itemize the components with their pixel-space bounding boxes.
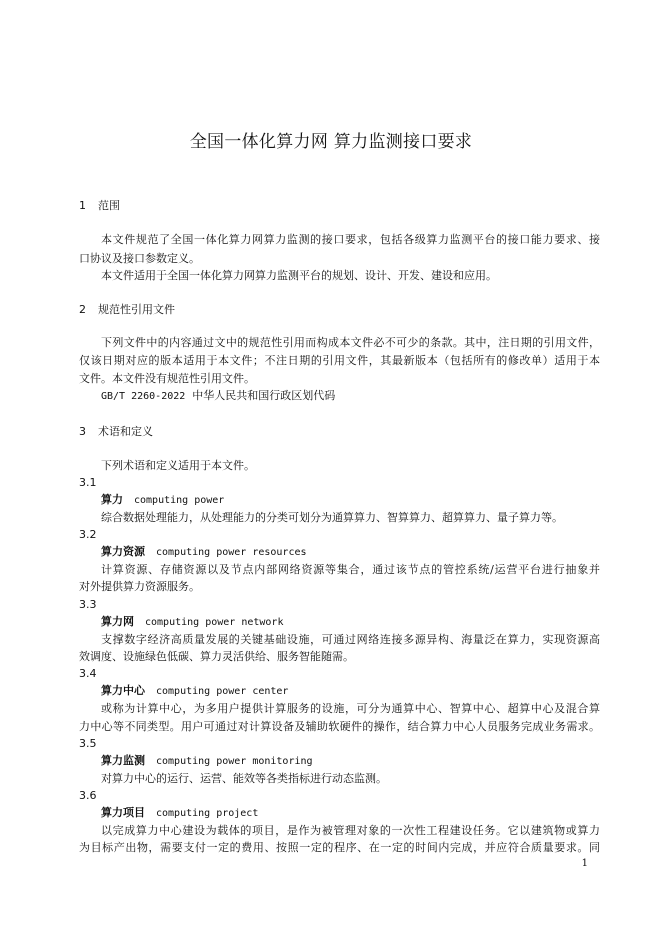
- section-1-paragraph-1-line-1: 本文件规范了全国一体化算力网算力监测的接口要求，包括各级算力监测平台的接口能力要求、接: [101, 233, 600, 246]
- term-heading: [101, 545, 307, 560]
- term-definition-line: 对算力中心的运行、运营、能效等各类指标进行动态监测。: [101, 772, 387, 785]
- term-chinese: 算力网: [101, 615, 134, 628]
- term-english: computing power monitoring: [156, 756, 313, 767]
- term-english: computing power resources: [156, 547, 307, 558]
- term-definition-line: 计算资源、存储资源以及节点内部网络资源等集合，通过该节点的管控系统/运营平台进行抽象并: [101, 563, 600, 576]
- term-definition-line: 效调度、设施绿色低碳、算力灵活供给、服务智能随需。: [79, 650, 354, 663]
- term-definition-line: 综合数据处理能力，从处理能力的分类可划分为通算算力、智算算力、超算算力、量子算力等。: [101, 511, 563, 524]
- section-2-heading: [79, 303, 175, 317]
- term-chinese: 算力: [101, 493, 123, 506]
- section-3-title: 术语和定义: [98, 425, 153, 438]
- term-english: computing power center: [156, 686, 289, 697]
- term-definition-line: 或称为计算中心，为多用户提供计算服务的设施，可分为通算中心、智算中心、超算中心及混合算: [101, 702, 600, 715]
- term-heading: [101, 684, 288, 699]
- page-number: 1: [581, 858, 588, 869]
- term-number: 3.2: [79, 528, 97, 541]
- reference-code: GB/T 2260-2022: [101, 391, 186, 402]
- section-1-paragraph-2: 本文件适用于全国一体化算力网算力监测平台的规划、设计、开发、建设和应用。: [101, 269, 497, 282]
- term-heading: [101, 806, 258, 821]
- term-number: 3.6: [79, 789, 97, 802]
- term-definition-line: 为目标产出物，需要支付一定的费用、按照一定的程序、在一定的时间内完成，并应符合质量要求。同: [79, 841, 600, 854]
- term-heading: [101, 493, 224, 508]
- term-definition-line: 以完成算力中心建设为载体的项目，是作为被管理对象的一次性工程建设任务。它以建筑物或算力: [101, 824, 600, 837]
- section-1-heading: [79, 199, 120, 213]
- term-definition-line: 支撑数字经济高质量发展的关键基础设施，可通过网络连接多源异构、海量泛在算力，实现资源高: [101, 633, 600, 646]
- section-3-intro: 下列术语和定义适用于本文件。: [101, 459, 255, 472]
- term-number: 3.1: [79, 476, 97, 489]
- term-english: computing power: [134, 495, 225, 506]
- term-number: 3.5: [79, 737, 97, 750]
- section-1-number: 1: [79, 199, 86, 212]
- section-3-number: 3: [79, 425, 86, 438]
- term-heading: [101, 754, 313, 769]
- section-1-paragraph-1-line-2: 口协议及接口参数定义。: [79, 252, 200, 265]
- section-2-number: 2: [79, 303, 86, 316]
- section-2-paragraph-line-1: 下列文件中的内容通过文中的规范性引用而构成本文件必不可少的条款。其中，注日期的引用文件，: [101, 336, 600, 349]
- term-chinese: 算力监测: [101, 754, 145, 767]
- normative-reference: [101, 389, 335, 404]
- section-2-paragraph-line-2: 仅该日期对应的版本适用于本文件；不注日期的引用文件，其最新版本（包括所有的修改单）适用于本: [79, 354, 600, 367]
- term-number: 3.4: [79, 667, 97, 680]
- section-3-heading: [79, 425, 153, 439]
- reference-title: 中华人民共和国行政区划代码: [192, 389, 336, 402]
- term-chinese: 算力资源: [101, 545, 145, 558]
- section-1-title: 范围: [98, 199, 120, 212]
- term-chinese: 算力中心: [101, 684, 145, 697]
- term-chinese: 算力项目: [101, 806, 145, 819]
- document-title: 全国一体化算力网 算力监测接口要求: [189, 132, 473, 152]
- section-2-paragraph-line-3: 文件。本文件没有规范性引用文件。: [79, 372, 255, 385]
- term-number: 3.3: [79, 598, 97, 611]
- section-2-title: 规范性引用文件: [98, 303, 175, 316]
- term-definition-line: 对外提供算力资源服务。: [79, 580, 200, 593]
- term-definition-line: 力中心等不同类型。用户可通过对计算设备及辅助软硬件的操作，结合算力中心人员服务完成业务需求。: [79, 720, 600, 733]
- term-english: computing project: [156, 808, 259, 819]
- term-english: computing power network: [145, 617, 284, 628]
- term-heading: [101, 615, 283, 630]
